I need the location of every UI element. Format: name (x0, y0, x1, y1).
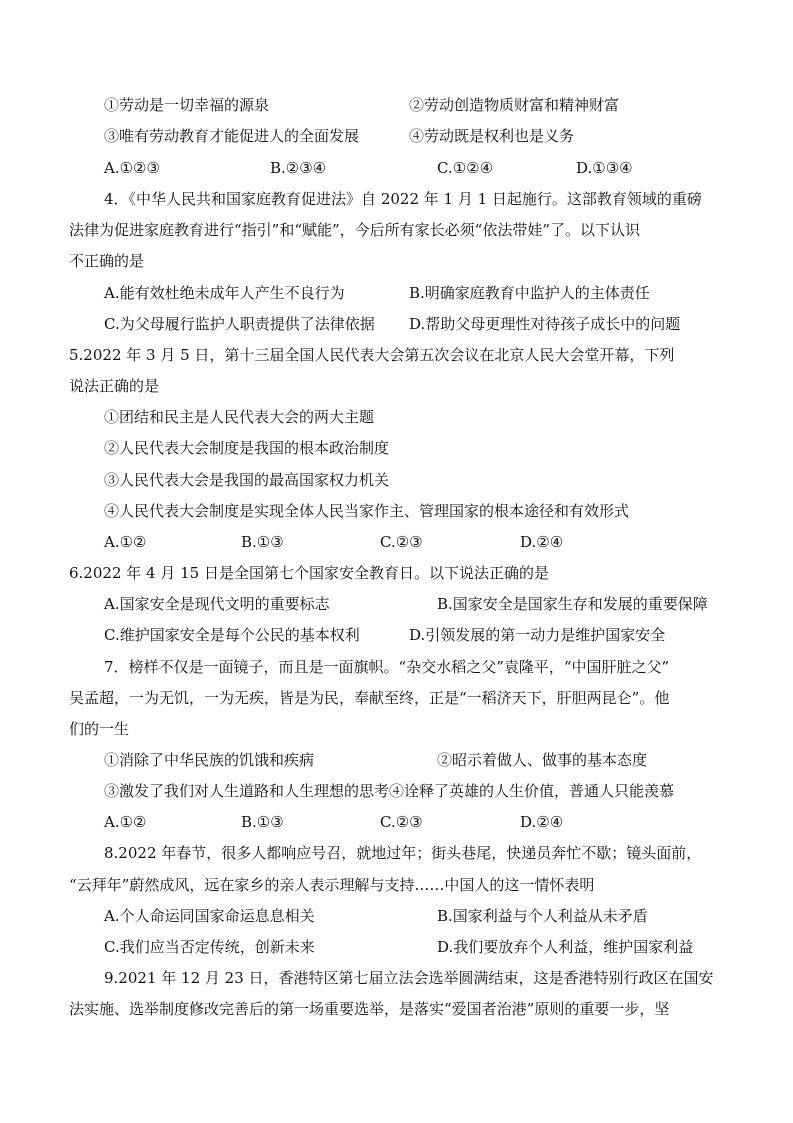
q8-stem-line-2 (0, 870, 793, 901)
q4-option-c: C.为父母履行监护人职责提供了法律依据 (104, 315, 375, 333)
q6-option-b: B.国家安全是国家生存和发展的重要保障 (437, 595, 708, 613)
q4-stem-line-1 (0, 184, 793, 215)
q7-stem-line-1 (0, 652, 793, 683)
q6-stem-line (0, 558, 793, 589)
q9-stem-text-2: 法实施、选举制度修改完善后的第一场重要选举，是落实“爱国者治港”原则的重要一步，坚 (69, 1000, 670, 1018)
q8-option-c: C.我们应当否定传统，创新未来 (104, 938, 315, 956)
q5-answer-c: C.②③ (380, 533, 423, 551)
q4-options-row-2 (0, 309, 793, 340)
q4-option-d: D.帮助父母更理性对待孩子成长中的问题 (409, 315, 681, 333)
q3-answer-row (0, 153, 793, 184)
q6-options-row-2 (0, 620, 793, 651)
q5-item-3 (0, 465, 793, 496)
q8-stem-text-1: 8.2022 年春节，很多人都响应号召，就地过年；街头巷尾，快递员奔忙不歇；镜头面前， (104, 844, 702, 862)
q3-answer-a: A.①②③ (104, 159, 160, 177)
q3-answer-d: D.①③④ (576, 159, 633, 177)
q3-options-row-2 (0, 121, 793, 152)
q6-option-d: D.引领发展的第一动力是维护国家安全 (409, 626, 666, 644)
q5-answer-d: D.②④ (520, 533, 564, 551)
q5-stem-text-2: 说法正确的是 (69, 377, 160, 395)
q4-option-b: B.明确家庭教育中监护人的主体责任 (409, 284, 650, 302)
q3-item-1: ①劳动是一切幸福的源泉 (104, 96, 270, 114)
q4-stem-text-3: 不正确的是 (69, 252, 145, 270)
q5-answer-b: B.①③ (241, 533, 284, 551)
q7-answer-a: A.①② (104, 813, 147, 831)
q7-stem-text-1: 7．榜样不仅是一面镜子，而且是一面旗帜。“杂交水稻之父”袁隆平，“中国肝脏之父” (104, 658, 670, 676)
q4-stem-line-3 (0, 246, 793, 277)
q8-option-a: A.个人命运同国家命运息息相关 (104, 907, 315, 925)
q8-option-d: D.我们要放弃个人利益，维护国家利益 (437, 938, 694, 956)
q3-item-3: ③唯有劳动教育才能促进人的全面发展 (104, 127, 360, 145)
q5-item-2-text: ②人民代表大会制度是我国的根本政治制度 (104, 439, 390, 457)
q8-option-b: B.国家利益与个人利益从未矛盾 (437, 907, 648, 925)
q3-answer-c: C.①②④ (437, 159, 494, 177)
q7-item-2: ②昭示着做人、做事的基本态度 (437, 751, 648, 769)
q7-stem-text-2: 吴孟超，一为无饥，一为无疾，皆是为民，奉献至终，正是“一稻济天下，肝胆两昆仑”。他 (69, 689, 670, 707)
q7-answer-b: B.①③ (241, 813, 284, 831)
q5-item-4-text: ④人民代表大会制度是实现全体人民当家作主、管理国家的根本途径和有效形式 (104, 502, 630, 520)
q7-items-row-2 (0, 776, 793, 807)
q4-options-row-1 (0, 278, 793, 309)
q7-stem-line-2 (0, 683, 793, 714)
q5-item-1-text: ①团结和民主是人民代表大会的两大主题 (104, 408, 375, 426)
q5-item-4 (0, 496, 793, 527)
q3-item-4: ④劳动既是权利也是义务 (409, 127, 575, 145)
q5-item-3-text: ③人民代表大会是我国的最高国家权力机关 (104, 471, 390, 489)
q7-item-3-4: ③激发了我们对人生道路和人生理想的思考④诠释了英雄的人生价值，普通人只能羡慕 (104, 782, 675, 800)
q7-stem-text-3: 们的一生 (69, 720, 130, 738)
q4-stem-text-2: 法律为促进家庭教育进行“指引”和“赋能”，今后所有家长必须“依法带娃”了。以下认识 (69, 221, 641, 239)
q6-option-a: A.国家安全是现代文明的重要标志 (104, 595, 330, 613)
q5-answer-row (0, 527, 793, 558)
q8-stem-text-2: “云拜年”蔚然成风，远在家乡的亲人表示理解与支持……中国人的这一情怀表明 (69, 876, 595, 894)
q7-answer-row (0, 807, 793, 838)
q6-option-c: C.维护国家安全是每个公民的基本权利 (104, 626, 360, 644)
q5-answer-a: A.①② (104, 533, 147, 551)
q6-stem-text: 6.2022 年 4 月 15 日是全国第七个国家安全教育日。以下说法正确的是 (69, 564, 549, 582)
q7-items-row-1 (0, 745, 793, 776)
q9-stem-line-2 (0, 994, 793, 1025)
q5-item-2 (0, 433, 793, 464)
q7-stem-line-3 (0, 714, 793, 745)
q5-stem-line-2 (0, 371, 793, 402)
q9-stem-text-1: 9.2021 年 12 月 23 日，香港特区第七届立法会选举圆满结束，这是香港特别行政区在国安 (104, 969, 714, 987)
q7-answer-d: D.②④ (520, 813, 564, 831)
q5-stem-line-1 (0, 340, 793, 371)
q4-stem-text-1: 4．《中华人民共和国家庭教育促进法》自 2022 年 1 月 1 日起施行。这部教育领域的重磅 (104, 190, 702, 208)
q7-item-1: ①消除了中华民族的饥饿和疾病 (104, 751, 315, 769)
q4-stem-line-2 (0, 215, 793, 246)
q4-option-a: A.能有效杜绝未成年人产生不良行为 (104, 284, 345, 302)
q8-options-row-2 (0, 932, 793, 963)
q3-options-row-1 (0, 90, 793, 121)
q8-stem-line-1 (0, 838, 793, 869)
q3-answer-b: B.②③④ (270, 159, 327, 177)
q5-item-1 (0, 402, 793, 433)
q3-item-2: ②劳动创造物质财富和精神财富 (409, 96, 620, 114)
q7-answer-c: C.②③ (380, 813, 423, 831)
q6-options-row-1 (0, 589, 793, 620)
q8-options-row-1 (0, 901, 793, 932)
q5-stem-text-1: 5.2022 年 3 月 5 日，第十三届全国人民代表大会第五次会议在北京人民大会堂开幕，下列 (69, 346, 675, 364)
q9-stem-line-1 (0, 963, 793, 994)
